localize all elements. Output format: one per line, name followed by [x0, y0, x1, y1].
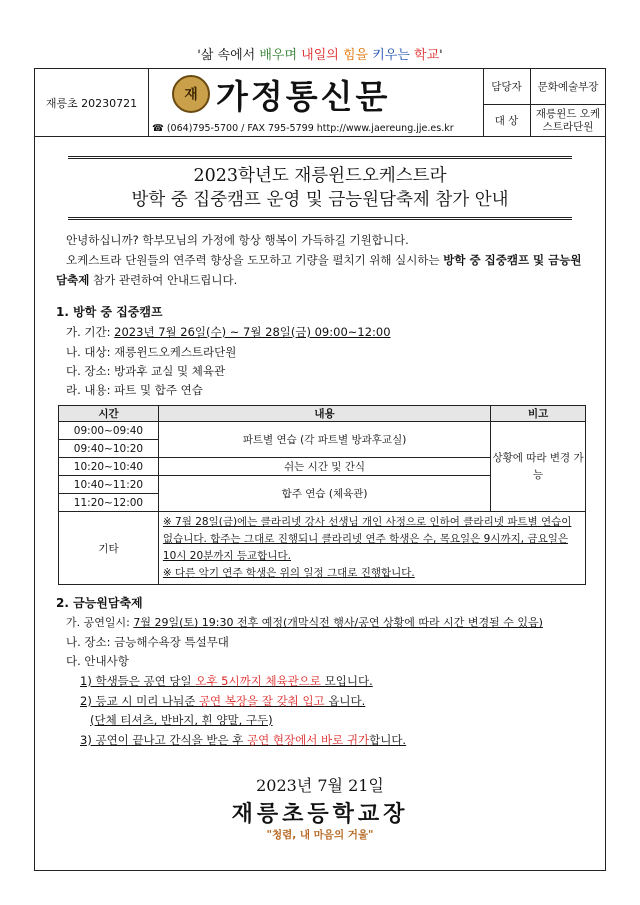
header-title-area [148, 69, 484, 136]
item-text: 모입니다. [321, 674, 373, 688]
period-label: 가. 기간: [66, 325, 115, 339]
letter-header [34, 68, 606, 137]
motto-part: ' [439, 48, 443, 63]
activity-cell: 쉬는 시간 및 간식 [158, 458, 490, 476]
festival-date [66, 614, 543, 630]
intro-text: 참가 관련하여 안내드립니다. [89, 273, 238, 287]
contact-info: ☎ (064)795-5700 / FAX 795-5799 http://www.jaereung.jje.es.kr [152, 123, 454, 134]
etc-note-2: ※ 다른 악기 연주 학생은 위의 일정 그대로 진행합니다. [162, 567, 415, 579]
intro-emphasis: 방학 중 집중캠프 및 금능원담축제 [56, 253, 582, 287]
time-cell: 09:40~10:20 [59, 440, 159, 458]
section-2-heading: 2. 금능원담축제 [56, 596, 143, 610]
schedule-table [58, 405, 586, 585]
camp-content: 라. 내용: 파트 및 합주 연습 [66, 383, 203, 397]
info-item-2 [80, 693, 365, 709]
motto-part: 키우는 [372, 48, 415, 63]
item-emphasis: 공연 현장에서 바로 귀가 [247, 733, 370, 747]
school-motto [0, 44, 640, 63]
info-item-1 [80, 673, 373, 689]
letter-date: 2023년 7월 21일 [256, 776, 384, 795]
newsletter-name: 가정통신문 [216, 77, 391, 116]
festival-info-heading: 다. 안내사항 [66, 654, 129, 668]
school-logo-icon: 재 [172, 75, 210, 113]
time-cell: 10:20~10:40 [59, 458, 159, 476]
table-row [59, 512, 586, 585]
info-item-2-detail: (단체 티셔츠, 반바지, 흰 양말, 구두) [90, 713, 273, 727]
principal-signature: 재릉초등학교장 [231, 801, 409, 827]
info-item-3 [80, 732, 406, 748]
item-text: 1) 학생들은 공연 당일 [80, 674, 196, 688]
activity-cell: 파트별 연습 (각 파트별 방과후교실) [158, 422, 490, 458]
activity-cell: 합주 연습 (체육관) [158, 476, 490, 512]
target-value: 재릉윈드 오케스트라단원 [535, 107, 601, 133]
intro-text: 오케스트라 단원들의 연주력 향상을 도모하고 기량을 펼치기 위해 실시하는 [66, 253, 444, 267]
camp-place: 다. 장소: 방과후 교실 및 체육관 [66, 364, 226, 378]
time-cell: 09:00~09:40 [59, 422, 159, 440]
intro-line-2 [56, 250, 586, 290]
school-slogan: "청렴, 내 마음의 거울" [266, 829, 374, 841]
item-text: 합니다. [369, 733, 407, 747]
document-number: 재릉초 20230721 [35, 69, 149, 136]
motto-part: 내일의 [301, 48, 343, 63]
period-value: 2023년 7월 26일(수) ~ 7월 28일(금) 09:00~12:00 [114, 325, 391, 339]
table-header-row [59, 406, 586, 422]
etc-note [158, 512, 585, 585]
etc-note-1: ※ 7월 28일(금)에는 클라리넷 강사 선생님 개인 사정으로 인하여 클라리넷 파트별 연습이 없습니다. 합주는 그대로 진행되니 클라리넷 연주 학생은 수, 목요일은 9시까지, 금요일은 10시 20분까지 등교합니다. [162, 516, 572, 562]
header-info-cells [483, 69, 605, 136]
item-text: 옵니다. [324, 694, 366, 708]
item-text: 3) 공연이 끝나고 간식을 받은 후 [80, 733, 248, 747]
section-1-heading: 1. 방학 중 집중캠프 [56, 305, 163, 319]
title-line-1: 2023학년도 재릉윈드오케스트라 [193, 166, 447, 186]
table-row [59, 422, 586, 440]
intro-paragraph [56, 230, 586, 290]
header-time: 시간 [59, 406, 159, 422]
motto-part: 힘을 [342, 48, 373, 63]
camp-period [66, 324, 391, 340]
camp-target: 나. 대상: 재릉윈드오케스트라단원 [66, 345, 237, 359]
manager-label: 담당자 [483, 69, 531, 105]
item-emphasis: 공연 복장을 잘 갖춰 입고 [198, 694, 325, 708]
time-cell: 11:20~12:00 [59, 494, 159, 512]
motto-part: '삶 속에서 [197, 48, 260, 63]
remark-cell: 상황에 따라 변경 가능 [491, 422, 586, 512]
motto-part: 학교 [414, 48, 440, 63]
date-value: 7월 29일(토) 19:30 전후 예정(개막식전 행사/공연 상황에 따라 시간 변경될 수 있음) [133, 616, 543, 629]
item-text: 2) 등교 시 미리 나눠준 [80, 694, 199, 708]
etc-label: 기타 [59, 512, 159, 585]
header-remark: 비고 [491, 406, 586, 422]
motto-part: 배우며 [259, 48, 302, 63]
time-cell: 10:40~11:20 [59, 476, 159, 494]
target-label: 대 상 [483, 105, 531, 136]
letter-title [68, 156, 572, 220]
manager-value: 문화예술부장 [531, 69, 605, 105]
intro-line-1: 안녕하십니까? 학부모님의 가정에 항상 행복이 가득하길 기원합니다. [66, 233, 409, 247]
date-label: 가. 공연일시: [66, 616, 134, 629]
festival-place: 나. 장소: 금능해수욕장 특설무대 [66, 635, 229, 649]
title-line-2: 방학 중 집중캠프 운영 및 금능원담축제 참가 안내 [131, 190, 509, 210]
item-emphasis: 오후 5시까지 체육관으로 [195, 674, 322, 688]
header-content: 내용 [158, 406, 490, 422]
